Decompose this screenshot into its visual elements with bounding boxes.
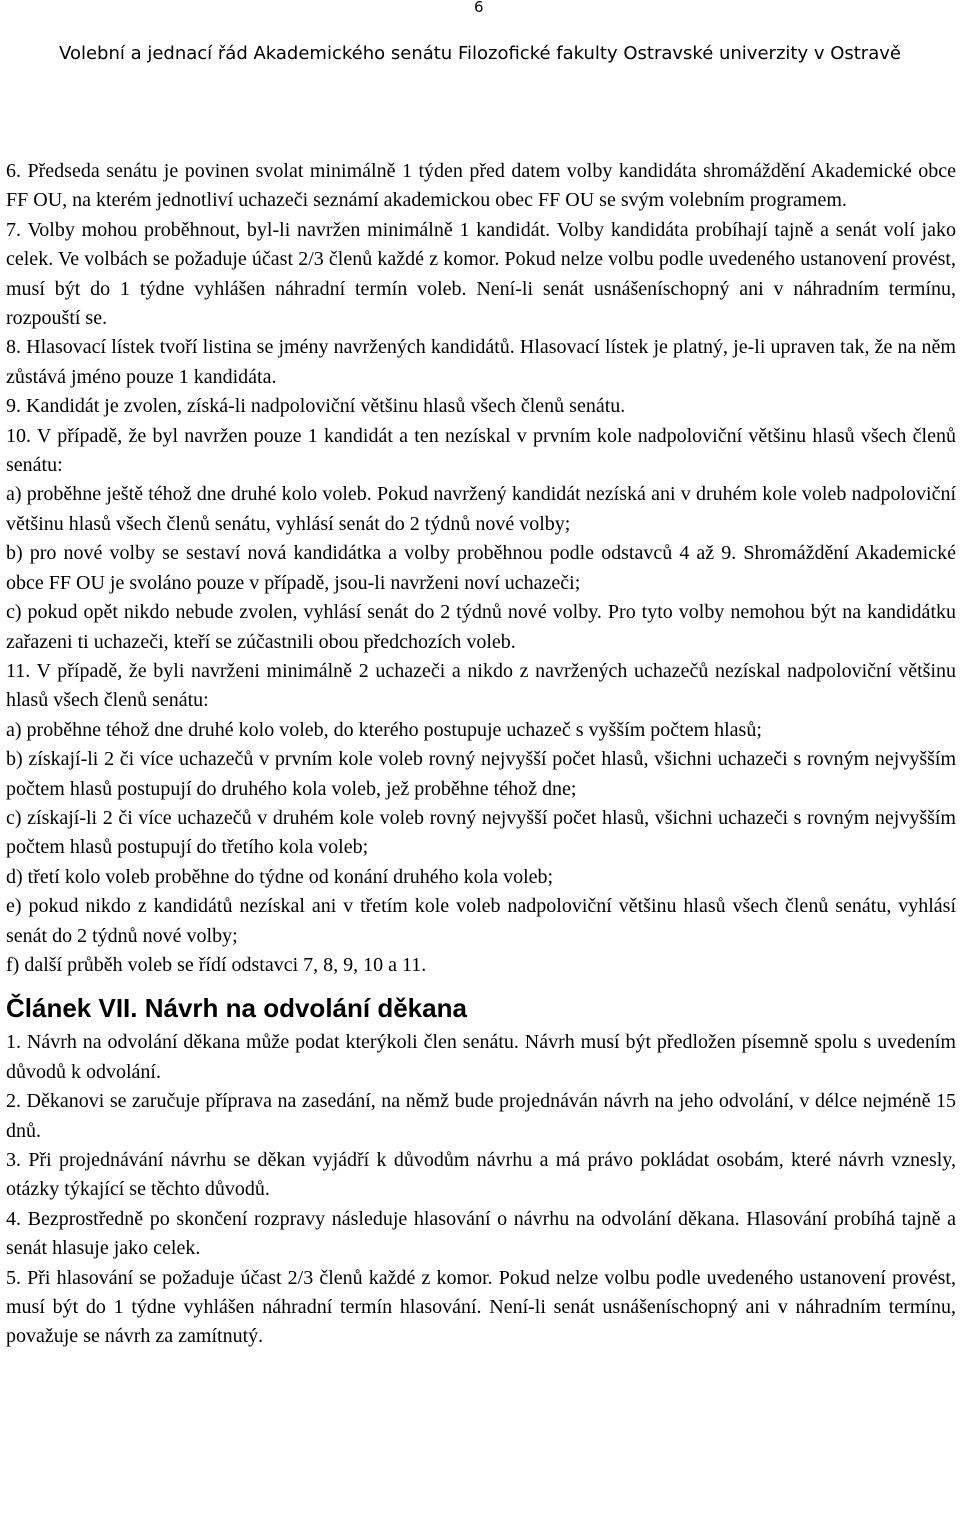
article-7-paragraph-5: 5. Při hlasování se požaduje účast 2/3 členů každé z komor. Pokud nelze volbu podle uvedeného ustanovení provést, musí být do 1 týdne vyhlášen náhradní termín hlasování. Není-li senát usnášeníschopný ani v náhradním termínu, považuje se návrh za zamítnutý. (6, 1266, 956, 1348)
document-body (6, 157, 956, 1352)
article-heading: Článek VII. Návrh na odvolání děkana (6, 993, 467, 1024)
paragraph-10: 10. V případě, že byl navržen pouze 1 kandidát a ten nezískal v prvním kole nadpoloviční většinu hlasů všech členů senátu: (6, 424, 956, 477)
paragraph-10-item-b: b) pro nové volby se sestaví nová kandidátka a volby proběhnou podle odstavců 4 až 9. Shromáždění Akademické obce FF OU je svoláno pouze v případě, jsou-li navrženi noví uchazeči; (6, 542, 956, 594)
paragraph-9: 9. Kandidát je zvolen, získá-li nadpoloviční většinu hlasů všech členů senátu. (6, 395, 626, 418)
paragraph-11-item-b: b) získají-li 2 či více uchazečů v prvním kole voleb rovný nejvyšší počet hlasů, všichni uchazeči s rovným nejvyšším počtem hlasů postupují do druhého kola voleb, jež proběhne téhož dne; (6, 748, 956, 800)
paragraph-6: 6. Předseda senátu je povinen svolat minimálně 1 týden před datem volby kandidáta shromáždění Akademické obce FF OU, na kterém jednotliví uchazeči seznámí akademickou obec FF OU se svým volebním programem. (6, 160, 956, 212)
article-7-paragraph-4: 4. Bezprostředně po skončení rozpravy následuje hlasování o návrhu na odvolání děkana. Hlasování probíhá tajně a senát hlasuje jako celek. (6, 1207, 956, 1260)
paragraph-11-item-f: f) další průběh voleb se řídí odstavci 7, 8, 9, 10 a 11. (6, 953, 427, 976)
page-number: 6 (474, 0, 484, 16)
election-procedure-section (6, 157, 956, 980)
paragraph-7: 7. Volby mohou proběhnout, byl-li navržen minimálně 1 kandidát. Volby kandidáta probíhají tajně a senát volí jako celek. Ve volbách se požaduje účast 2/3 členů každé z komor. Pokud nelze volbu podle uvedeného ustanovení provést, musí být do 1 týdne vyhlášen náhradní termín voleb. Není-li senát usnášeníschopný ani v náhradním termínu, rozpouští se. (6, 218, 956, 330)
paragraph-11: 11. V případě, že byli navrženi minimálně 2 uchazeči a nikdo z navržených uchazečů nezískal nadpoloviční většinu hlasů všech členů senátu: (6, 659, 956, 712)
paragraph-11-item-e: e) pokud nikdo z kandidátů nezískal ani v třetím kole voleb nadpoloviční většinu hlasů všech členů senátu, vyhlásí senát do 2 týdnů nové volby; (6, 895, 956, 947)
paragraph-11-item-c: c) získají-li 2 či více uchazečů v druhém kole voleb rovný nejvyšší počet hlasů, všichni uchazeči s rovným nejvyšším počtem hlasů postupují do třetího kola voleb; (6, 806, 956, 859)
paragraph-8: 8. Hlasovací lístek tvoří listina se jmény navržených kandidátů. Hlasovací lístek je platný, je-li upraven tak, že na něm zůstává jméno pouze 1 kandidáta. (6, 336, 956, 388)
article-7-paragraph-2: 2. Děkanovi se zaručuje příprava na zasedání, na němž bude projednáván návrh na jeho odvolání, v délce nejméně 15 dnů. (6, 1090, 956, 1142)
running-header: Volební a jednací řád Akademického senátu Filozofické fakulty Ostravské univerzity v Ostravě (59, 43, 901, 64)
paragraph-10-item-a: a) proběhne ještě téhož dne druhé kolo voleb. Pokud navržený kandidát nezíská ani v druhém kole voleb nadpoloviční většinu hlasů všech členů senátu, vyhlásí senát do 2 týdnů nové volby; (6, 483, 956, 535)
dean-dismissal-section (6, 1028, 956, 1351)
article-7-paragraph-3: 3. Při projednávání návrhu se děkan vyjádří k důvodům návrhu a má právo pokládat osobám, které návrh vznesly, otázky týkající se těchto důvodů. (6, 1149, 956, 1201)
paragraph-11-item-d: d) třetí kolo voleb proběhne do týdne od konání druhého kola voleb; (6, 865, 554, 888)
paragraph-11-item-a: a) proběhne téhož dne druhé kolo voleb, do kterého postupuje uchazeč s vyšším počtem hlasů; (6, 718, 762, 741)
paragraph-10-item-c: c) pokud opět nikdo nebude zvolen, vyhlásí senát do 2 týdnů nové volby. Pro tyto volby nemohou být na kandidátku zařazeni ti uchazeči, kteří se zúčastnili obou předchozích voleb. (6, 601, 956, 653)
article-7-paragraph-1: 1. Návrh na odvolání děkana může podat kterýkoli člen senátu. Návrh musí být předložen písemně spolu s uvedením důvodů k odvolání. (6, 1031, 956, 1083)
